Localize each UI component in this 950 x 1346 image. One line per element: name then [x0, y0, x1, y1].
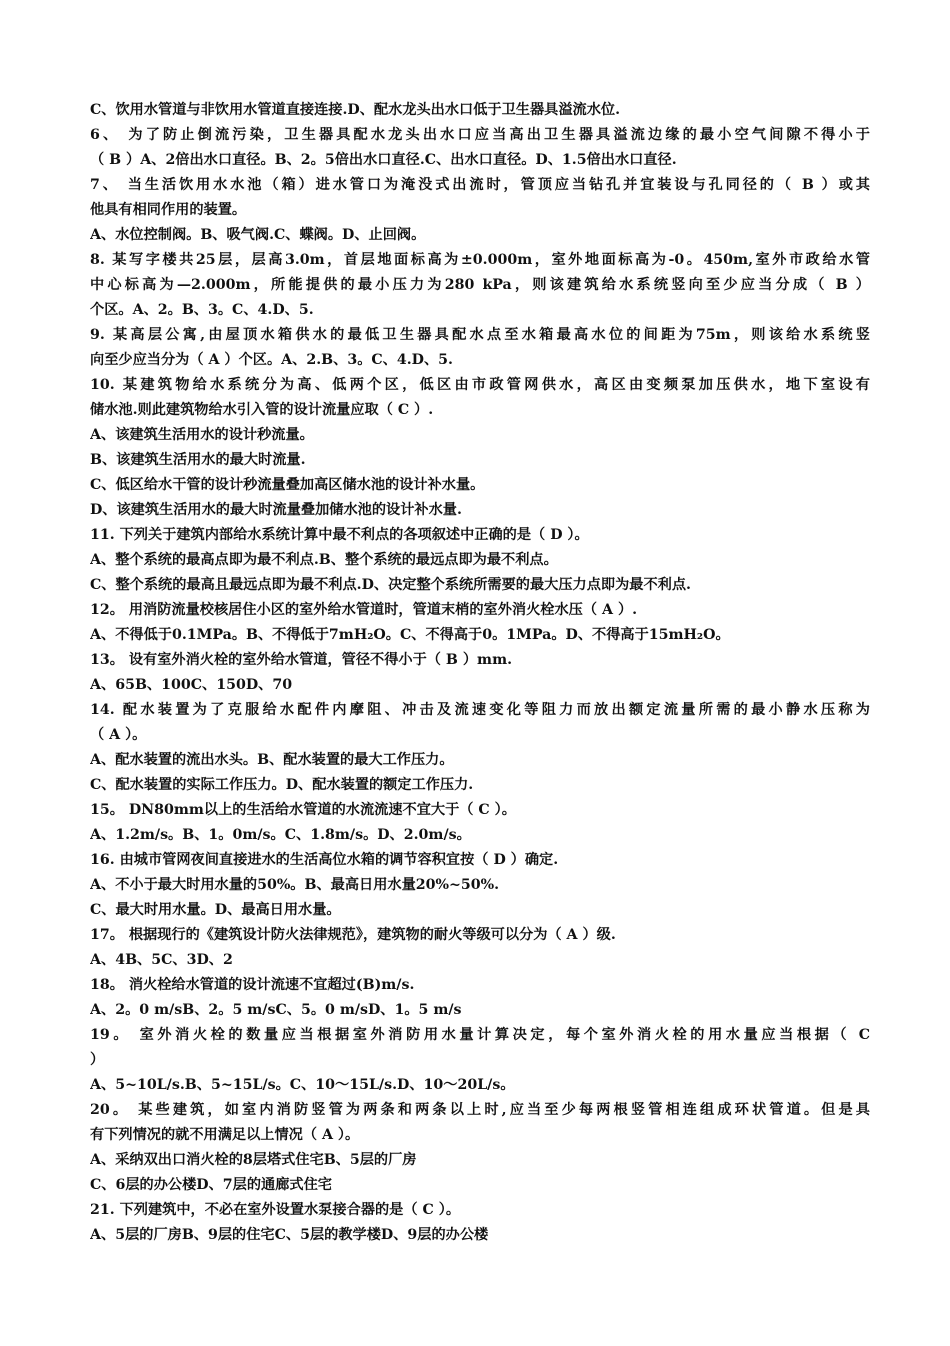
text-line: A、1.2m/s。B、1。0m/s。C、1.8m/s。D、2.0m/s。 — [90, 827, 471, 843]
text-line: 14. 配水装置为了克服给水配件内摩阻、冲击及流速变化等阻力而放出额定流量所需的最小静水压称为 — [90, 702, 870, 718]
text-line: C、6层的办公楼D、7层的通廊式住宅 — [90, 1177, 332, 1193]
text-line: 20。 某些建筑，如室内消防竖管为两条和两条以上时,应当至少每两根竖管相连组成环状管道。但是具 — [90, 1102, 870, 1118]
text-line: 11. 下列关于建筑内部给水系统计算中最不利点的各项叙述中正确的是（ D ）。 — [90, 527, 589, 543]
text-line: 他具有相同作用的装置。 — [90, 202, 247, 218]
text-line: C、整个系统的最高且最远点即为最不利点.D、决定整个系统所需要的最大压力点即为最不利点. — [90, 577, 691, 593]
text-line: （ A ）。 — [90, 727, 147, 743]
text-line: 储水池.则此建筑物给水引入管的设计流量应取（ C ）. — [90, 402, 434, 418]
text-line: 6、 为了防止倒流污染，卫生器具配水龙头出水口应当高出卫生器具溢流边缘的最小空气间隙不得小于 — [90, 127, 870, 143]
text-line: C、配水装置的实际工作压力。D、配水装置的额定工作压力. — [90, 777, 474, 793]
text-line: A、5~10L/s.B、5~15L/s。C、10～15L/s.D、10～20L/s。 — [90, 1077, 515, 1093]
text-line: A、5层的厂房B、9层的住宅C、5层的教学楼D、9层的办公楼 — [90, 1227, 489, 1243]
text-line: A、配水装置的流出水头。B、配水装置的最大工作压力。 — [90, 752, 454, 768]
text-line: C、低区给水干管的设计秒流量叠加高区储水池的设计补水量。 — [90, 477, 485, 493]
text-line: A、不小于最大时用水量的50%。B、最高日用水量20%~50%. — [90, 877, 500, 893]
text-line: A、水位控制阀。B、吸气阀.C、蝶阀。D、止回阀。 — [90, 227, 426, 243]
text-line: 16. 由城市管网夜间直接进水的生活高位水箱的调节容积宜按（ D ）确定. — [90, 852, 559, 868]
text-line: C、饮用水管道与非饮用水管道直接连接.D、配水龙头出水口低于卫生器具溢流水位. — [90, 102, 621, 118]
text-line: A、不得低于0.1MPa。B、不得低于7mH₂O。C、不得高于0。1MPa。D、不得高于15mH₂O。 — [90, 627, 730, 643]
text-line: 12。 用消防流量校核居住小区的室外给水管道时，管道末梢的室外消火栓水压（ A ）. — [90, 602, 638, 618]
text-line: 10. 某建筑物给水系统分为高、低两个区，低区由市政管网供水，高区由变频泵加压供水，地下室设有 — [90, 377, 870, 393]
text-line: 9. 某高层公寓,由屋顶水箱供水的最低卫生器具配水点至水箱最高水位的间距为75m，则该给水系统竖 — [90, 327, 870, 343]
document-page — [90, 98, 870, 1248]
text-line: 向至少应当分为（ A ）个区。A、2.B、3。C、4.D、5. — [90, 352, 453, 368]
text-line: D、该建筑生活用水的最大时流量叠加储水池的设计补水量. — [90, 502, 462, 518]
text-line: A、采纳双出口消火栓的8层塔式住宅B、5层的厂房 — [90, 1152, 417, 1168]
text-line: A、该建筑生活用水的设计秒流量。 — [90, 427, 314, 443]
text-line: 21. 下列建筑中，不必在室外设置水泵接合器的是（ C ）。 — [90, 1202, 461, 1218]
text-line: 15。 DN80mm以上的生活给水管道的水流流速不宜大于（ C ）。 — [90, 802, 516, 818]
text-line: 18。 消火栓给水管道的设计流速不宜超过(B)m/s. — [90, 977, 415, 993]
text-line: 个区。A、2。B、3。C、4.D、5. — [90, 302, 314, 318]
text-line: A、65B、100C、150D、70 — [90, 677, 293, 693]
text-line: 13。 设有室外消火栓的室外给水管道，管径不得小于（ B ）mm. — [90, 652, 513, 668]
text-line: 19。 室外消火栓的数量应当根据室外消防用水量计算决定，每个室外消火栓的用水量应当根据（ C — [90, 1027, 870, 1043]
text-line: 7、 当生活饮用水水池（箱）进水管口为淹没式出流时，管顶应当钻孔并宜装设与孔同径的（ B ）或其 — [90, 177, 870, 193]
text-line: ） — [90, 1052, 105, 1068]
text-line: A、4B、5C、3D、2 — [90, 952, 233, 968]
text-line: C、最大时用水量。D、最高日用水量。 — [90, 902, 341, 918]
text-line: B、该建筑生活用水的最大时流量. — [90, 452, 306, 468]
text-line: A、2。0 m/sB、2。5 m/sC、5。0 m/sD、1。5 m/s — [90, 1002, 462, 1018]
text-line: 中心标高为—2.000m，所能提供的最小压力为280 kPa，则该建筑给水系统竖向至少应当分成（ B ） — [90, 277, 870, 293]
text-line: 17。 根据现行的《建筑设计防火法律规范》，建筑物的耐火等级可以分为（ A ）级. — [90, 927, 616, 943]
text-line: A、整个系统的最高点即为最不利点.B、整个系统的最远点即为最不利点。 — [90, 552, 558, 568]
text-line: 8. 某写字楼共25层，层高3.0m，首层地面标高为±0.000m，室外地面标高为-0。450m,室外市政给水管 — [90, 252, 870, 268]
text-line: （ B ）A、2倍出水口直径。B、2。5倍出水口直径.C、出水口直径。D、1.5倍出水口直径. — [90, 152, 677, 168]
text-line: 有下列情况的就不用满足以上情况（ A ）。 — [90, 1127, 360, 1143]
